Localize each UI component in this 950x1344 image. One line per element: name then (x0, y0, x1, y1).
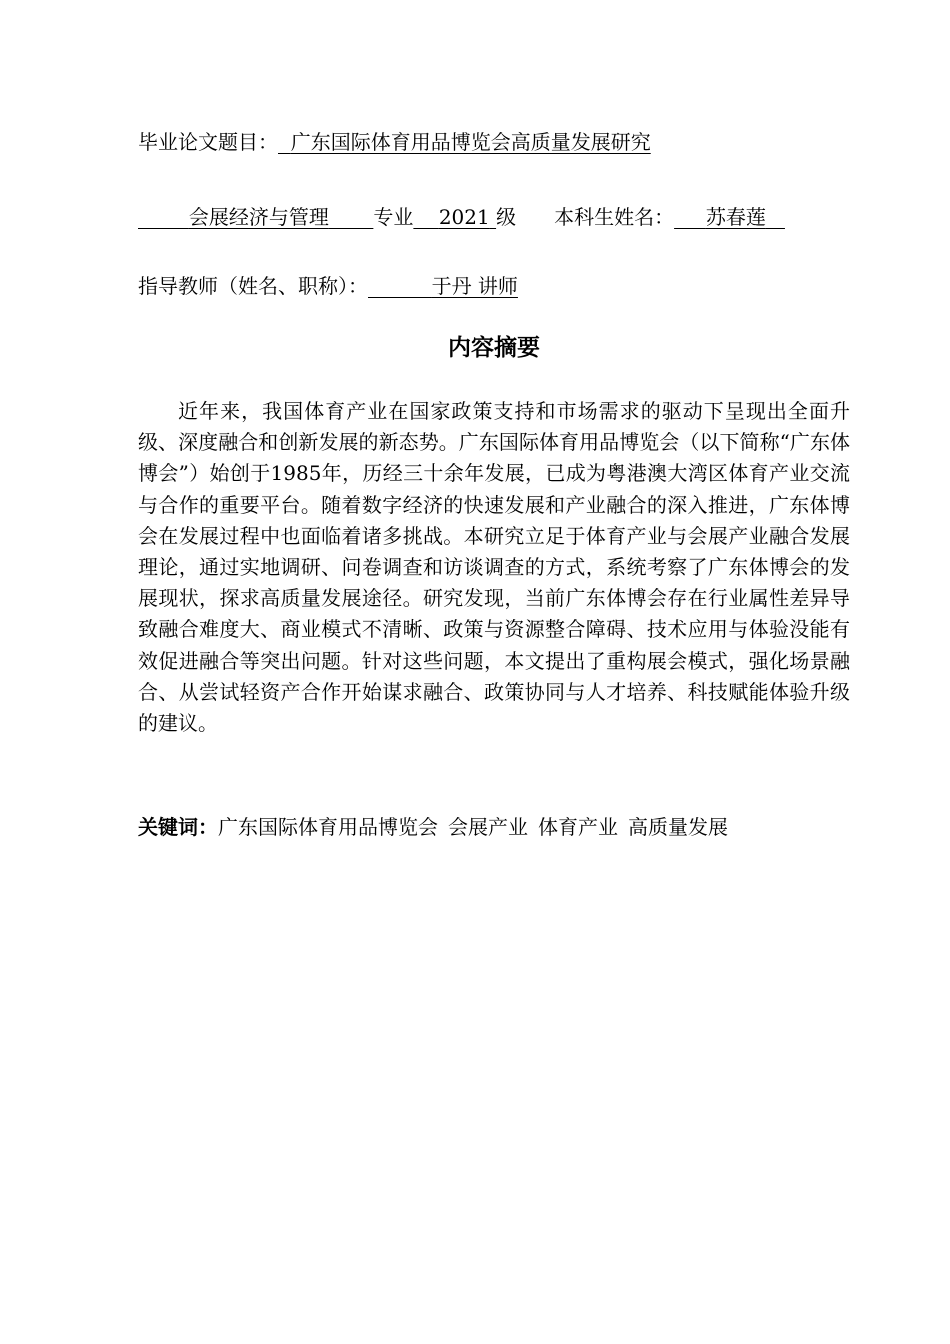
year-label: 级 (496, 205, 517, 229)
student-value: 苏春莲 (705, 205, 766, 229)
student-label: 本科生姓名： (554, 205, 675, 229)
advisor-label: 指导教师（姓名、职称）： (138, 274, 368, 298)
thesis-title-label: 毕业论文题目： (138, 130, 278, 154)
keyword-item: 会展产业 (448, 815, 528, 839)
abstract-body: 近年来，我国体育产业在国家政策支持和市场需求的驱动下呈现出全面升级、深度融合和创新发展的新态势。广东国际体育用品博览会（以下简称“广东体博会”）始创于1985年，历经三十余年发展，已成为粤港澳大湾区体育产业交流与合作的重要平台。随着数字经济的快速发展和产业融合的深入推进，广东体博会在发展过程中也面临着诸多挑战。本研究立足于体育产业与会展产业融合发展理论，通过实地调研、问卷调查和访谈调查的方式，系统考察了广东体博会的发展现状，探求高质量发展途径。研究发现，当前广东体博会存在行业属性差异导致融合难度大、商业模式不清晰、政策与资源整合障碍、技术应用与体验没能有效促进融合等突出问题。针对这些问题，本文提出了重构展会模式，强化场景融合、从尝试轻资产合作开始谋求融合、政策协同与人才培养、科技赋能体验升级的建议。 (138, 399, 850, 736)
major-value: 会展经济与管理 (188, 205, 329, 229)
keyword-item: 广东国际体育用品博览会 (218, 815, 438, 839)
major-line (138, 203, 785, 231)
keyword-item: 高质量发展 (628, 815, 728, 839)
year-value: 2021 (438, 205, 490, 229)
keywords-line (138, 813, 850, 841)
abstract-heading: 内容摘要 (448, 335, 540, 361)
thesis-title-line (138, 128, 651, 156)
thesis-title-value: 广东国际体育用品博览会高质量发展研究 (290, 130, 651, 154)
advisor-value: 于丹 讲师 (431, 274, 518, 298)
advisor-line (138, 272, 518, 300)
major-label: 专业 (373, 205, 414, 229)
keyword-item: 体育产业 (538, 815, 618, 839)
keywords-label: 关键词： (138, 815, 218, 839)
